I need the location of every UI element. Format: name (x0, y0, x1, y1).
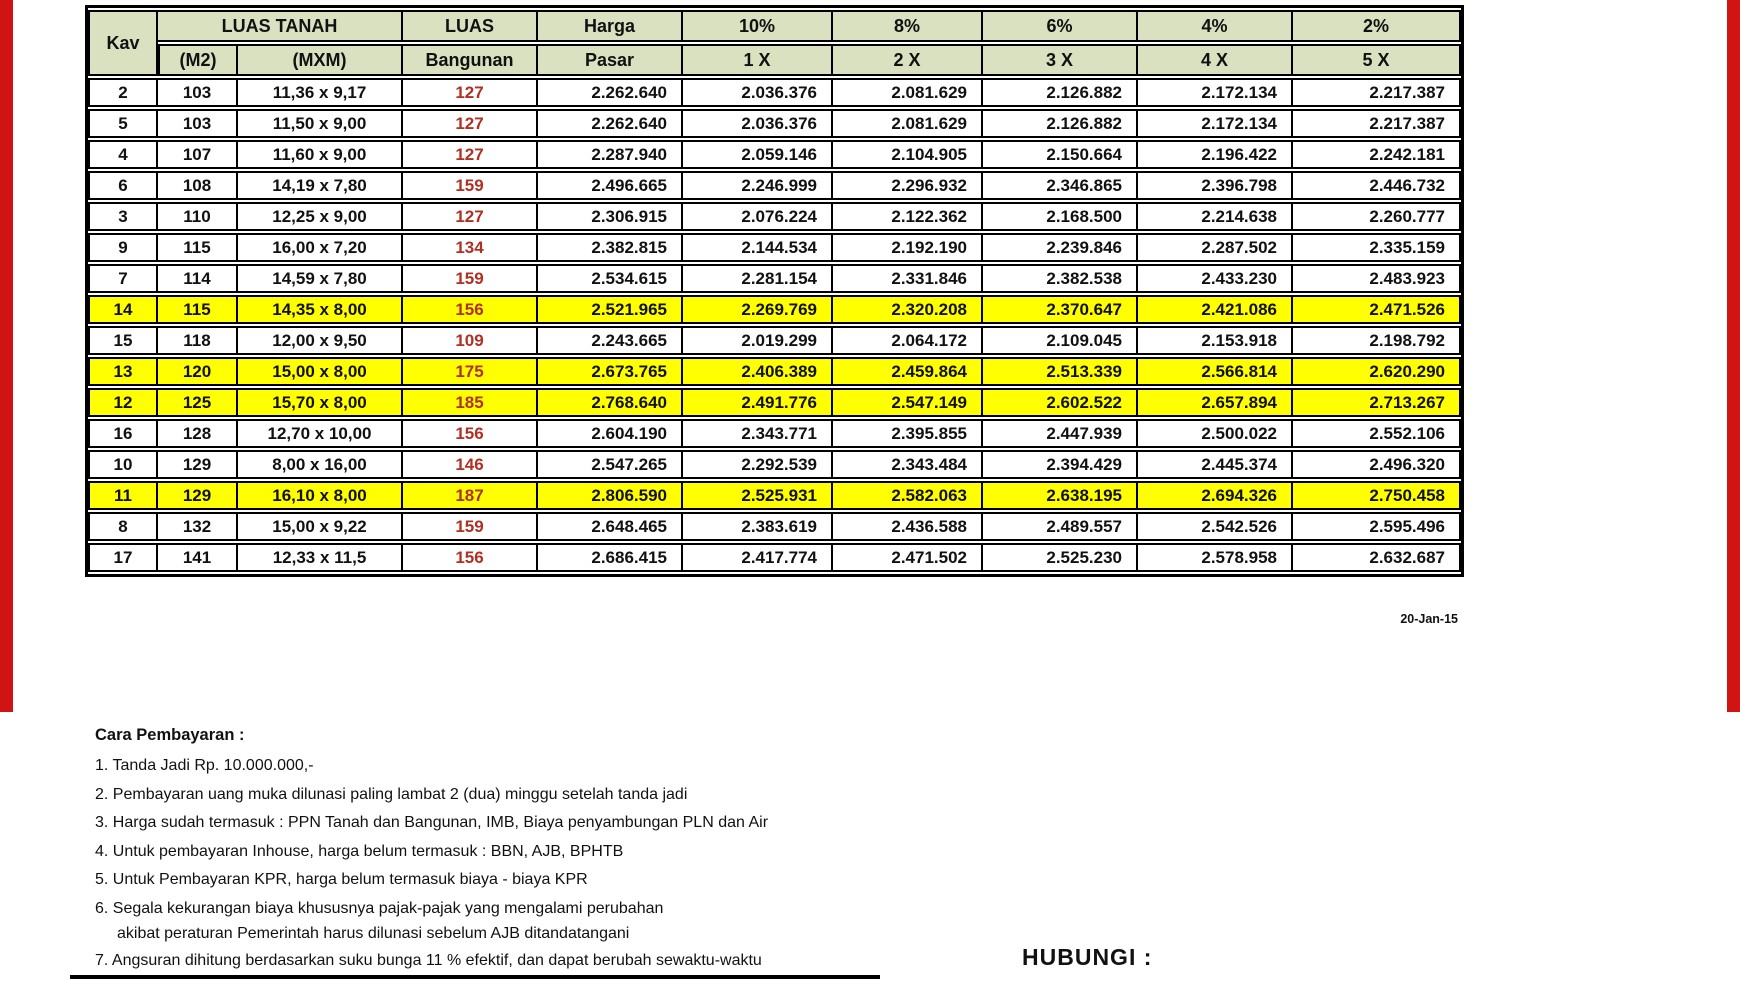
dp2-cell: 2.198.792 (1293, 326, 1461, 355)
bottom-divider (70, 975, 880, 979)
dp6-cell: 2.168.500 (983, 202, 1138, 231)
dp6-cell: 2.370.647 (983, 295, 1138, 324)
header-mxm: (MXM) (238, 44, 403, 76)
mxm-cell: 11,36 x 9,17 (238, 78, 403, 107)
kav-cell: 4 (88, 140, 158, 169)
note-item-6-continuation: akibat peraturan Pemerintah harus dilunasi sebelum AJB ditandatangani (117, 925, 630, 942)
dp2-cell: 2.552.106 (1293, 419, 1461, 448)
mxm-cell: 14,59 x 7,80 (238, 264, 403, 293)
header-kav: Kav (88, 10, 158, 76)
dp2-cell: 2.483.923 (1293, 264, 1461, 293)
dp10-cell: 2.036.376 (683, 78, 833, 107)
mxm-cell: 11,60 x 9,00 (238, 140, 403, 169)
dp2-cell: 2.217.387 (1293, 109, 1461, 138)
bangunan-cell: 109 (403, 326, 538, 355)
notes-title: Cara Pembayaran : (95, 726, 245, 744)
table-row (88, 543, 1461, 572)
harga-pasar-cell: 2.287.940 (538, 140, 683, 169)
dp8-cell: 2.459.864 (833, 357, 983, 386)
harga-pasar-cell: 2.673.765 (538, 357, 683, 386)
bangunan-cell: 127 (403, 140, 538, 169)
dp6-cell: 2.513.339 (983, 357, 1138, 386)
dp6-cell: 2.602.522 (983, 388, 1138, 417)
m2-cell: 129 (158, 450, 238, 479)
header-5x: 5 X (1293, 44, 1461, 76)
m2-cell: 120 (158, 357, 238, 386)
table-row (88, 264, 1461, 293)
m2-cell: 107 (158, 140, 238, 169)
mxm-cell: 16,00 x 7,20 (238, 233, 403, 262)
kav-cell: 11 (88, 481, 158, 510)
mxm-cell: 16,10 x 8,00 (238, 481, 403, 510)
right-red-edge-bar (1727, 0, 1740, 712)
kav-cell: 9 (88, 233, 158, 262)
price-table-body (88, 78, 1461, 572)
note-item-6: 6. Segala kekurangan biaya khususnya pajak-pajak yang mengalami perubahan (95, 899, 664, 917)
header-pct-2: 2% (1293, 10, 1461, 42)
note-item-3: 3. Harga sudah termasuk : PPN Tanah dan Bangunan, IMB, Biaya penyambungan PLN dan Air (95, 814, 769, 831)
harga-pasar-cell: 2.768.640 (538, 388, 683, 417)
dp8-cell: 2.395.855 (833, 419, 983, 448)
dp8-cell: 2.064.172 (833, 326, 983, 355)
dp10-cell: 2.036.376 (683, 109, 833, 138)
harga-pasar-cell: 2.496.665 (538, 171, 683, 200)
table-row (88, 109, 1461, 138)
m2-cell: 103 (158, 109, 238, 138)
dp8-cell: 2.081.629 (833, 109, 983, 138)
bangunan-cell: 156 (403, 295, 538, 324)
dp8-cell: 2.104.905 (833, 140, 983, 169)
m2-cell: 118 (158, 326, 238, 355)
mxm-cell: 14,19 x 7,80 (238, 171, 403, 200)
dp10-cell: 2.292.539 (683, 450, 833, 479)
kav-cell: 8 (88, 512, 158, 541)
note-item-5: 5. Untuk Pembayaran KPR, harga belum termasuk biaya - biaya KPR (95, 871, 588, 888)
dp6-cell: 2.489.557 (983, 512, 1138, 541)
bangunan-cell: 159 (403, 264, 538, 293)
note-item-2: 2. Pembayaran uang muka dilunasi paling lambat 2 (dua) minggu setelah tanda jadi (95, 785, 688, 803)
harga-pasar-cell: 2.648.465 (538, 512, 683, 541)
table-row (88, 419, 1461, 448)
bangunan-cell: 159 (403, 171, 538, 200)
bangunan-cell: 146 (403, 450, 538, 479)
header-pasar: Pasar (538, 44, 683, 76)
dp6-cell: 2.638.195 (983, 481, 1138, 510)
harga-pasar-cell: 2.547.265 (538, 450, 683, 479)
note-item-4: 4. Untuk pembayaran Inhouse, harga belum termasuk : BBN, AJB, BPHTB (95, 842, 624, 860)
dp10-cell: 2.406.389 (683, 357, 833, 386)
table-row (88, 202, 1461, 231)
dp10-cell: 2.343.771 (683, 419, 833, 448)
dp2-cell: 2.713.267 (1293, 388, 1461, 417)
header-row-1 (88, 10, 1461, 42)
left-red-edge-bar (0, 0, 13, 712)
date-label: 20-Jan-15 (1400, 612, 1458, 626)
dp4-cell: 2.287.502 (1138, 233, 1293, 262)
harga-pasar-cell: 2.686.415 (538, 543, 683, 572)
header-pct-8: 8% (833, 10, 983, 42)
harga-pasar-cell: 2.534.615 (538, 264, 683, 293)
mxm-cell: 15,00 x 8,00 (238, 357, 403, 386)
dp10-cell: 2.383.619 (683, 512, 833, 541)
mxm-cell: 12,25 x 9,00 (238, 202, 403, 231)
header-3x: 3 X (983, 44, 1138, 76)
table-row (88, 171, 1461, 200)
kav-cell: 13 (88, 357, 158, 386)
dp10-cell: 2.491.776 (683, 388, 833, 417)
dp2-cell: 2.242.181 (1293, 140, 1461, 169)
header-pct-6: 6% (983, 10, 1138, 42)
bangunan-cell: 156 (403, 419, 538, 448)
table-row (88, 450, 1461, 479)
table-row (88, 481, 1461, 510)
dp4-cell: 2.172.134 (1138, 78, 1293, 107)
dp8-cell: 2.582.063 (833, 481, 983, 510)
table-row (88, 295, 1461, 324)
m2-cell: 108 (158, 171, 238, 200)
mxm-cell: 12,00 x 9,50 (238, 326, 403, 355)
table-row (88, 388, 1461, 417)
dp6-cell: 2.150.664 (983, 140, 1138, 169)
m2-cell: 129 (158, 481, 238, 510)
kav-cell: 6 (88, 171, 158, 200)
dp4-cell: 2.542.526 (1138, 512, 1293, 541)
dp10-cell: 2.525.931 (683, 481, 833, 510)
dp4-cell: 2.578.958 (1138, 543, 1293, 572)
dp8-cell: 2.296.932 (833, 171, 983, 200)
dp2-cell: 2.471.526 (1293, 295, 1461, 324)
dp4-cell: 2.694.326 (1138, 481, 1293, 510)
harga-pasar-cell: 2.306.915 (538, 202, 683, 231)
note-item-1: 1. Tanda Jadi Rp. 10.000.000,- (95, 757, 314, 774)
kav-cell: 3 (88, 202, 158, 231)
header-2x: 2 X (833, 44, 983, 76)
dp6-cell: 2.239.846 (983, 233, 1138, 262)
dp8-cell: 2.331.846 (833, 264, 983, 293)
price-table-header (88, 10, 1461, 76)
dp4-cell: 2.396.798 (1138, 171, 1293, 200)
bangunan-cell: 127 (403, 109, 538, 138)
header-4x: 4 X (1138, 44, 1293, 76)
m2-cell: 115 (158, 295, 238, 324)
dp8-cell: 2.471.502 (833, 543, 983, 572)
dp8-cell: 2.081.629 (833, 78, 983, 107)
dp8-cell: 2.192.190 (833, 233, 983, 262)
harga-pasar-cell: 2.521.965 (538, 295, 683, 324)
dp10-cell: 2.417.774 (683, 543, 833, 572)
dp2-cell: 2.595.496 (1293, 512, 1461, 541)
bangunan-cell: 187 (403, 481, 538, 510)
dp10-cell: 2.076.224 (683, 202, 833, 231)
kav-cell: 10 (88, 450, 158, 479)
dp4-cell: 2.566.814 (1138, 357, 1293, 386)
note-item-7: 7. Angsuran dihitung berdasarkan suku bunga 11 % efektif, dan dapat berubah sewaktu-waktu (95, 952, 762, 969)
dp8-cell: 2.122.362 (833, 202, 983, 231)
m2-cell: 128 (158, 419, 238, 448)
m2-cell: 125 (158, 388, 238, 417)
harga-pasar-cell: 2.262.640 (538, 78, 683, 107)
mxm-cell: 11,50 x 9,00 (238, 109, 403, 138)
dp4-cell: 2.445.374 (1138, 450, 1293, 479)
table-row (88, 512, 1461, 541)
table-row (88, 326, 1461, 355)
header-m2: (M2) (158, 44, 238, 76)
m2-cell: 103 (158, 78, 238, 107)
harga-pasar-cell: 2.604.190 (538, 419, 683, 448)
harga-pasar-cell: 2.243.665 (538, 326, 683, 355)
kav-cell: 5 (88, 109, 158, 138)
kav-cell: 17 (88, 543, 158, 572)
dp6-cell: 2.447.939 (983, 419, 1138, 448)
mxm-cell: 12,70 x 10,00 (238, 419, 403, 448)
mxm-cell: 12,33 x 11,5 (238, 543, 403, 572)
dp2-cell: 2.446.732 (1293, 171, 1461, 200)
kav-cell: 12 (88, 388, 158, 417)
dp4-cell: 2.421.086 (1138, 295, 1293, 324)
harga-pasar-cell: 2.382.815 (538, 233, 683, 262)
dp8-cell: 2.320.208 (833, 295, 983, 324)
dp6-cell: 2.525.230 (983, 543, 1138, 572)
dp10-cell: 2.144.534 (683, 233, 833, 262)
bangunan-cell: 159 (403, 512, 538, 541)
header-1x: 1 X (683, 44, 833, 76)
header-row-2 (88, 44, 1461, 76)
dp8-cell: 2.343.484 (833, 450, 983, 479)
dp6-cell: 2.382.538 (983, 264, 1138, 293)
bangunan-cell: 175 (403, 357, 538, 386)
kav-cell: 7 (88, 264, 158, 293)
dp10-cell: 2.269.769 (683, 295, 833, 324)
mxm-cell: 15,70 x 8,00 (238, 388, 403, 417)
header-bangunan: Bangunan (403, 44, 538, 76)
header-luas: LUAS (403, 10, 538, 42)
bangunan-cell: 134 (403, 233, 538, 262)
dp6-cell: 2.126.882 (983, 109, 1138, 138)
m2-cell: 141 (158, 543, 238, 572)
kav-cell: 14 (88, 295, 158, 324)
mxm-cell: 14,35 x 8,00 (238, 295, 403, 324)
bangunan-cell: 156 (403, 543, 538, 572)
dp4-cell: 2.153.918 (1138, 326, 1293, 355)
dp10-cell: 2.246.999 (683, 171, 833, 200)
table-row (88, 140, 1461, 169)
dp4-cell: 2.172.134 (1138, 109, 1293, 138)
header-pct-4: 4% (1138, 10, 1293, 42)
table-row (88, 233, 1461, 262)
dp4-cell: 2.500.022 (1138, 419, 1293, 448)
dp8-cell: 2.547.149 (833, 388, 983, 417)
header-pct-10: 10% (683, 10, 833, 42)
dp4-cell: 2.433.230 (1138, 264, 1293, 293)
header-luas-tanah: LUAS TANAH (158, 10, 403, 42)
contact-heading: HUBUNGI : (1022, 944, 1153, 970)
dp6-cell: 2.346.865 (983, 171, 1138, 200)
mxm-cell: 15,00 x 9,22 (238, 512, 403, 541)
table-row (88, 78, 1461, 107)
m2-cell: 114 (158, 264, 238, 293)
dp2-cell: 2.632.687 (1293, 543, 1461, 572)
dp6-cell: 2.126.882 (983, 78, 1138, 107)
dp4-cell: 2.657.894 (1138, 388, 1293, 417)
m2-cell: 132 (158, 512, 238, 541)
dp10-cell: 2.019.299 (683, 326, 833, 355)
dp4-cell: 2.214.638 (1138, 202, 1293, 231)
dp6-cell: 2.109.045 (983, 326, 1138, 355)
dp6-cell: 2.394.429 (983, 450, 1138, 479)
m2-cell: 110 (158, 202, 238, 231)
m2-cell: 115 (158, 233, 238, 262)
dp10-cell: 2.059.146 (683, 140, 833, 169)
kav-cell: 16 (88, 419, 158, 448)
payment-notes (95, 726, 995, 981)
harga-pasar-cell: 2.262.640 (538, 109, 683, 138)
bangunan-cell: 185 (403, 388, 538, 417)
dp2-cell: 2.335.159 (1293, 233, 1461, 262)
kav-cell: 15 (88, 326, 158, 355)
bangunan-cell: 127 (403, 78, 538, 107)
dp2-cell: 2.620.290 (1293, 357, 1461, 386)
dp2-cell: 2.260.777 (1293, 202, 1461, 231)
dp10-cell: 2.281.154 (683, 264, 833, 293)
dp2-cell: 2.496.320 (1293, 450, 1461, 479)
price-table (85, 5, 1464, 577)
mxm-cell: 8,00 x 16,00 (238, 450, 403, 479)
dp8-cell: 2.436.588 (833, 512, 983, 541)
table-row (88, 357, 1461, 386)
dp2-cell: 2.750.458 (1293, 481, 1461, 510)
dp4-cell: 2.196.422 (1138, 140, 1293, 169)
dp2-cell: 2.217.387 (1293, 78, 1461, 107)
kav-cell: 2 (88, 78, 158, 107)
bangunan-cell: 127 (403, 202, 538, 231)
header-harga: Harga (538, 10, 683, 42)
harga-pasar-cell: 2.806.590 (538, 481, 683, 510)
